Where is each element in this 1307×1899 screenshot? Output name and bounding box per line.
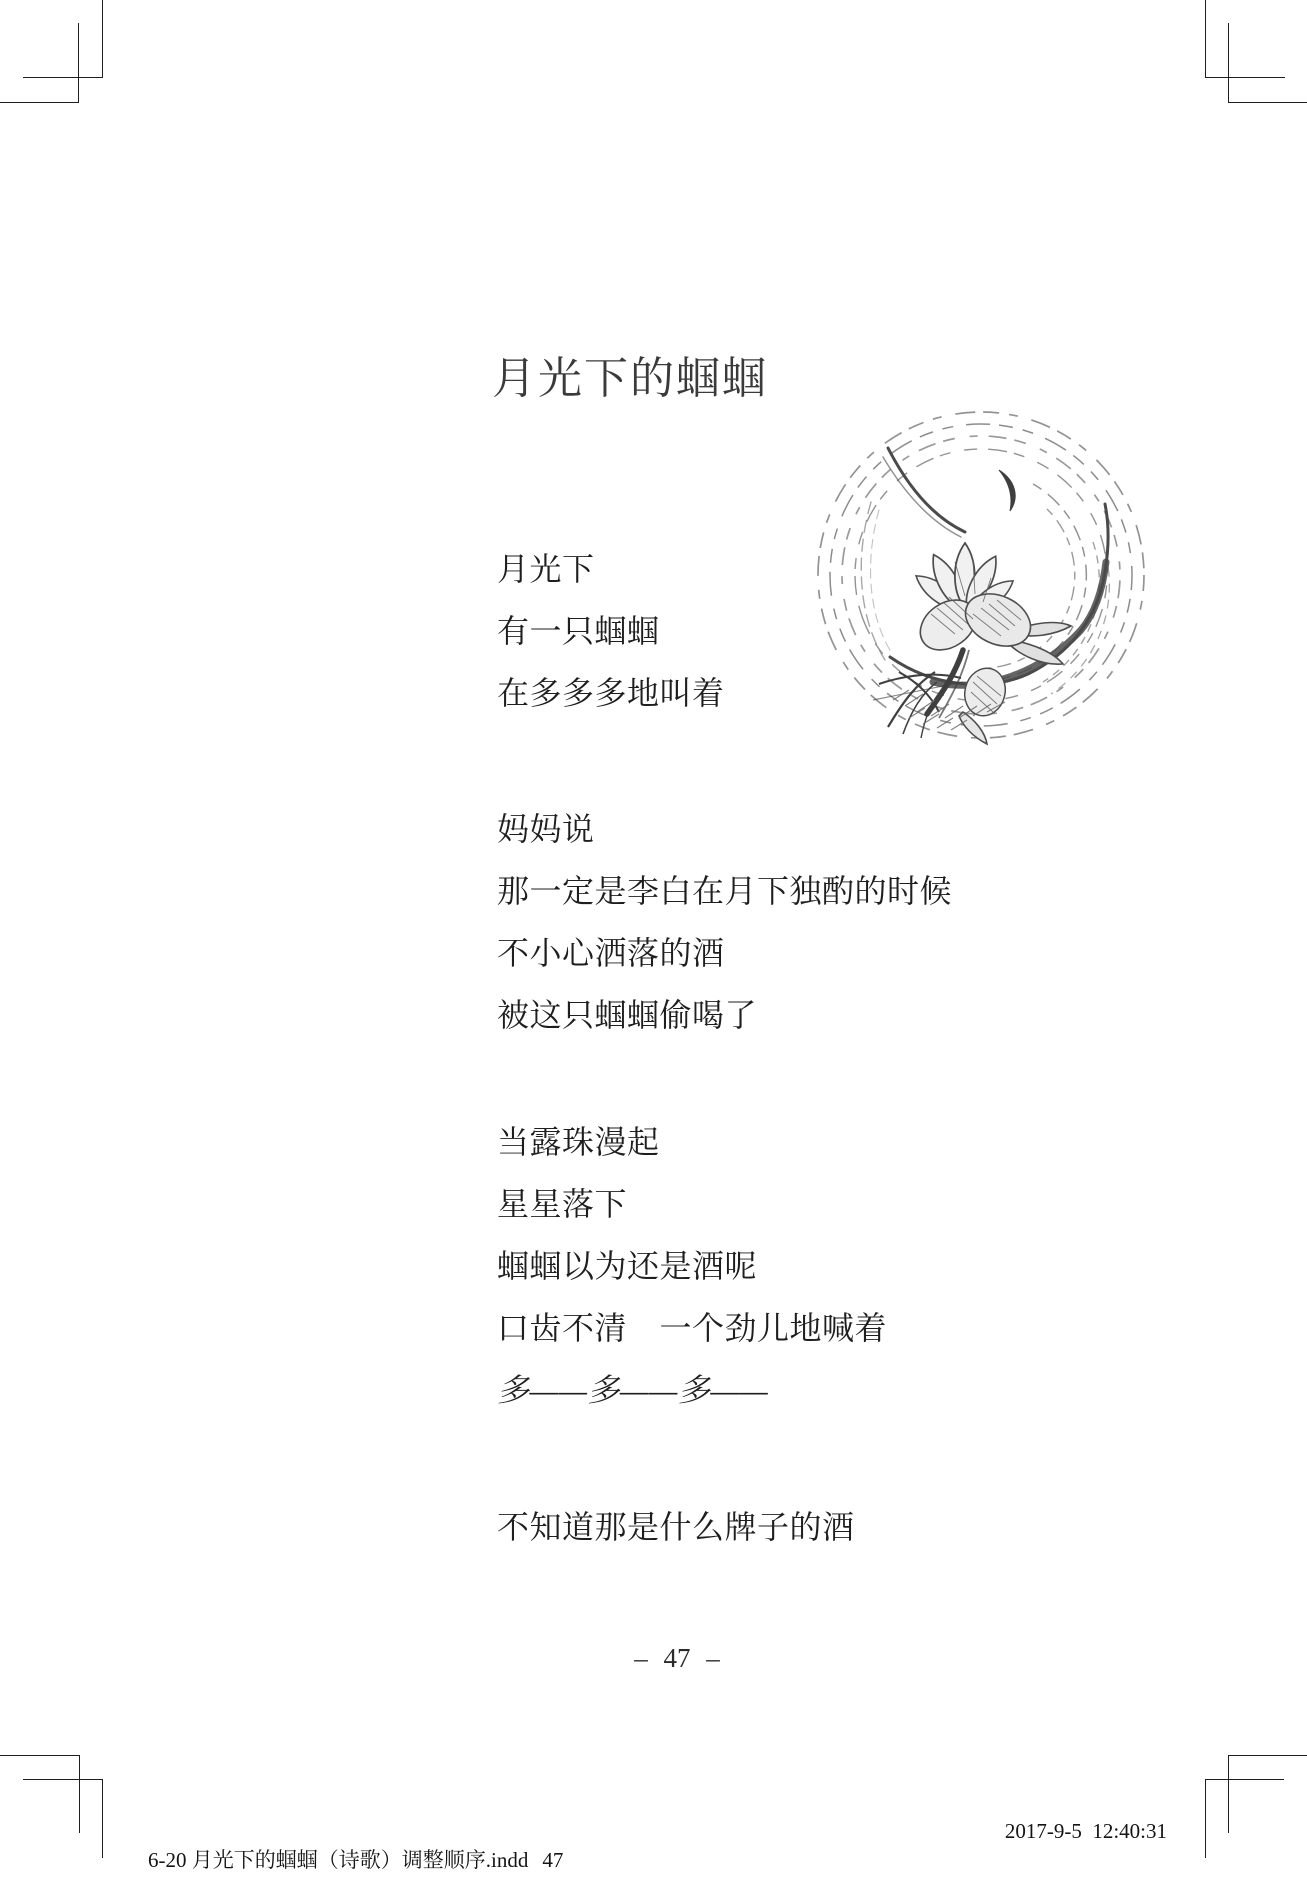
document-page-indicator: 47: [542, 1848, 564, 1872]
crop-mark-top-left: [0, 0, 103, 103]
poem-line: 当露珠漫起: [497, 1124, 660, 1160]
poem-line: 在多多多地叫着: [497, 675, 725, 711]
poem-line: 不小心洒落的酒: [497, 935, 725, 971]
poem-line: 有一只蝈蝈: [497, 613, 660, 649]
crop-mark-top-right: [1205, 0, 1307, 103]
crop-mark-bottom-right: [1205, 1755, 1307, 1858]
footer-timestamp: 2017-9-5 12:40:31: [1004, 1819, 1167, 1843]
poem-line: 那一定是李白在月下独酌的时候: [497, 873, 953, 909]
crop-mark-bottom-left: [0, 1755, 103, 1858]
poem-stanza-4: [497, 1496, 1137, 1558]
poem-line: 蝈蝈以为还是酒呢: [497, 1248, 758, 1284]
poem-line-duo-duo-duo: 多——多——多——: [497, 1372, 769, 1408]
poem-stanza-3: [497, 1111, 1137, 1421]
poem-stanza-1: [497, 538, 1137, 724]
poem-line: 月光下: [497, 551, 595, 587]
poem-title: 月光下的蝈蝈: [492, 354, 768, 403]
poem-line: 不知道那是什么牌子的酒: [497, 1509, 855, 1545]
document-filename: 6-20 月光下的蝈蝈（诗歌）调整顺序.indd: [148, 1848, 529, 1872]
poem-line: 妈妈说: [497, 811, 595, 847]
small-crescent-moon-icon: [999, 470, 1015, 511]
poem-line: 被这只蝈蝈偷喝了: [497, 997, 758, 1033]
page-number: – 47 –: [634, 1643, 720, 1673]
poem-line: 星星落下: [497, 1186, 628, 1222]
poem-line: 口齿不清 一个劲儿地喊着: [497, 1310, 888, 1346]
poem-stanza-2: [497, 798, 1137, 1046]
footer-document-name: [127, 1819, 563, 1899]
